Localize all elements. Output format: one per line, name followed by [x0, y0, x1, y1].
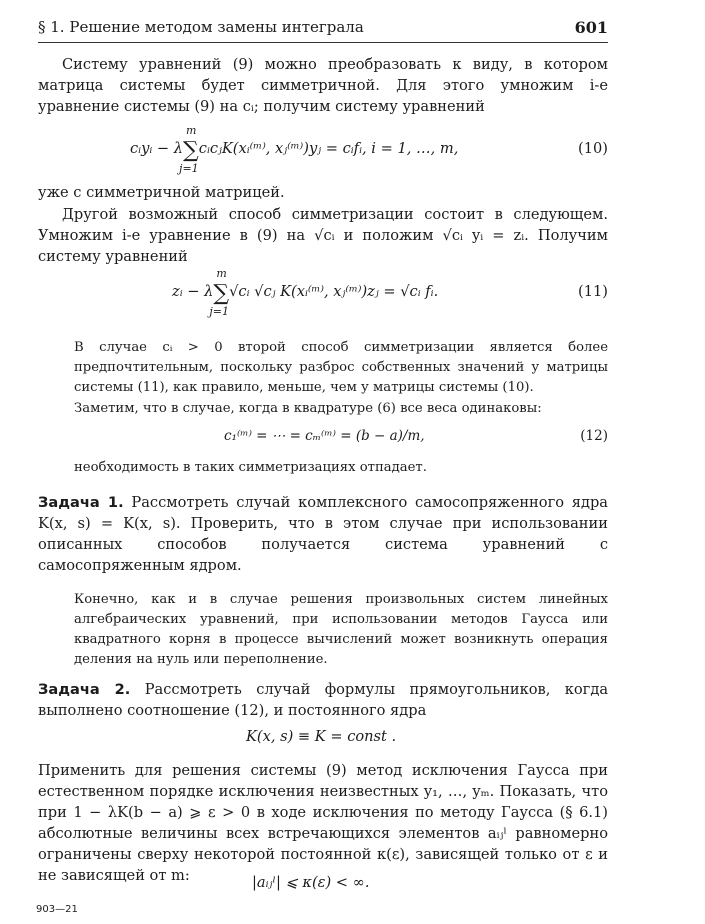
equation-12	[38, 428, 608, 458]
equation-number-12: (12)	[580, 428, 608, 444]
eq-const-body: K(x, s) ≡ K = const .	[246, 728, 397, 745]
sum-upper-bound: m	[186, 124, 197, 137]
paragraph-2: уже с симметричной матрицей.	[38, 184, 285, 201]
header-rule	[38, 42, 608, 43]
eq-bound-body: |aᵢⱼˡ| ⩽ κ(ε) < ∞.	[252, 874, 370, 891]
equation-11	[38, 267, 608, 318]
note-paragraph-3: необходимость в таких симметризациях отпадает.	[74, 460, 427, 475]
sum-symbol: ∑ m j=1	[209, 267, 230, 318]
equation-bound	[38, 874, 608, 904]
task-2	[38, 679, 608, 721]
equation-const-kernel	[38, 728, 608, 758]
running-header	[38, 18, 608, 40]
task-1	[38, 492, 608, 576]
printer-signature: 903—21	[36, 904, 78, 915]
sum-upper-bound: m	[216, 267, 227, 280]
task-1-label: Задача 1.	[38, 494, 124, 511]
eq11-right: √cᵢ √cⱼ K(xᵢ⁽ᵐ⁾, xⱼ⁽ᵐ⁾)zⱼ = √cᵢ fᵢ.	[229, 283, 439, 300]
task-2-label: Задача 2.	[38, 681, 131, 698]
paragraph-4: Применить для решения системы (9) метод исключения Гаусса при естественном порядке исключения неизвестных y₁, …, yₘ. Показать, что при 1 − λK(b − a) ⩾ ε > 0 в ходе исключения по методу Гаусса (§ 6.1) абсолютные величины всех встречающихся элементов aᵢⱼˡ равномерно ограничены сверху некоторой постоянной κ(ε), зависящей только от ε и не зависящей от m:	[38, 762, 608, 884]
eq10-left: cᵢyᵢ − λ	[130, 140, 184, 157]
task-2-text: Рассмотреть случай формулы прямоугольников, когда выполнено соотношение (12), и постоянного ядра	[38, 681, 609, 719]
equation-number-10: (10)	[578, 140, 608, 157]
eq12-body: c₁⁽ᵐ⁾ = ⋯ = cₘ⁽ᵐ⁾ = (b − a)/m,	[224, 428, 425, 444]
note-paragraph-4: Конечно, как и в случае решения произвольных систем линейных алгебраических уравнений, при использовании методов Гаусса или квадратного корня в процессе вычислений может возникнуть операция деления на нуль или переполнение.	[74, 592, 608, 667]
sum-symbol: ∑ m j=1	[179, 124, 199, 175]
sum-lower-bound: j=1	[179, 162, 199, 175]
equation-number-11: (11)	[578, 283, 608, 300]
section-title: § 1. Решение методом замены интеграла	[38, 18, 364, 36]
eq11-left: zᵢ − λ	[172, 283, 214, 300]
paragraph-3: Другой возможный способ симметризации состоит в следующем. Умножим i-е уравнение в (9) на √cᵢ и положим √cᵢ yᵢ = zᵢ. Получим систему уравнений	[38, 206, 608, 265]
equation-10	[38, 124, 608, 175]
page-number: 601	[574, 18, 608, 37]
task-1-text: Рассмотреть случай комплексного самосопряженного ядра K(x, s) = K(x, s). Проверить, что в этом случае при использовании описанных способов получается система уравнений с самосопряженным ядром.	[38, 494, 609, 574]
sum-lower-bound: j=1	[209, 305, 230, 318]
note-paragraph-1: В случае cᵢ > 0 второй способ симметризации является более предпочтительным, поскольку разброс собственных значений у матрицы системы (11), как правило, меньше, чем у матрицы системы (10).	[74, 340, 608, 395]
note-paragraph-2: Заметим, что в случае, когда в квадратуре (6) все веса одинаковы:	[74, 401, 542, 416]
paragraph-1: Систему уравнений (9) можно преобразовать к виду, в котором матрица системы будет симметричной. Для этого умножим i-е уравнение системы (9) на cᵢ; получим систему уравнений	[38, 56, 608, 115]
eq10-right: cᵢcⱼK(xᵢ⁽ᵐ⁾, xⱼ⁽ᵐ⁾)yⱼ = cᵢfᵢ, i = 1, …, m,	[198, 140, 459, 157]
